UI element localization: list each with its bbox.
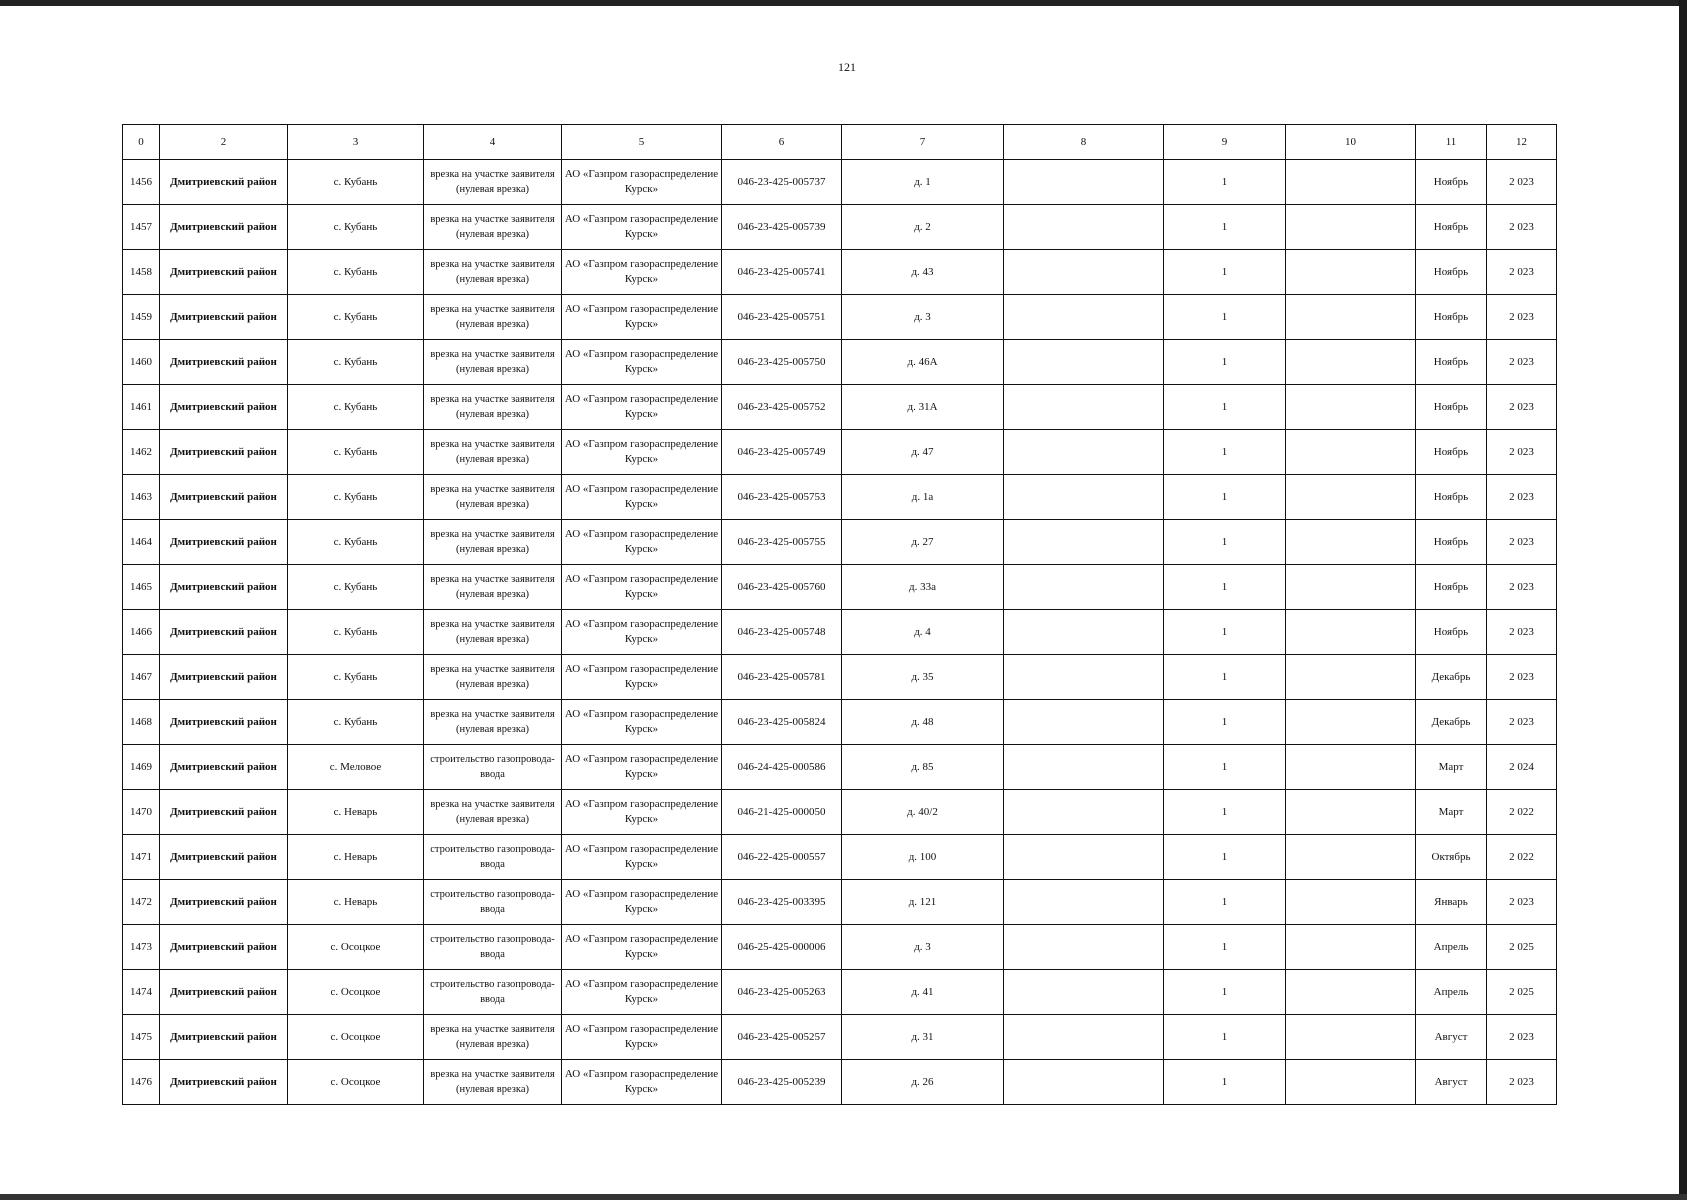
table-row	[123, 475, 1557, 520]
locality-cell: с. Неварь	[288, 790, 424, 835]
quantity-cell: 1	[1164, 385, 1286, 430]
work-type-cell: врезка на участке заявителя (нулевая врезка)	[424, 610, 562, 655]
contract-code-cell: 046-23-425-005753	[722, 475, 842, 520]
address-cell: д. 2	[842, 205, 1004, 250]
column-10-cell	[1286, 655, 1416, 700]
year-cell: 2 023	[1487, 700, 1557, 745]
month-cell: Ноябрь	[1416, 610, 1487, 655]
quantity-cell: 1	[1164, 295, 1286, 340]
table-row	[123, 745, 1557, 790]
year-cell: 2 023	[1487, 880, 1557, 925]
month-cell: Август	[1416, 1015, 1487, 1060]
organization-cell: АО «Газпром газораспределение Курск»	[562, 520, 722, 565]
table-row	[123, 610, 1557, 655]
contract-code-cell: 046-23-425-005752	[722, 385, 842, 430]
work-type-cell: строительство газопровода-ввода	[424, 745, 562, 790]
address-cell: д. 3	[842, 295, 1004, 340]
work-type-cell: строительство газопровода-ввода	[424, 970, 562, 1015]
page-number: 121	[838, 60, 856, 74]
contract-code-cell: 046-23-425-005751	[722, 295, 842, 340]
column-10-cell	[1286, 160, 1416, 205]
work-type-cell: врезка на участке заявителя (нулевая врезка)	[424, 520, 562, 565]
column-10-cell	[1286, 205, 1416, 250]
quantity-cell: 1	[1164, 835, 1286, 880]
locality-cell: с. Кубань	[288, 250, 424, 295]
address-cell: д. 1а	[842, 475, 1004, 520]
table-row	[123, 520, 1557, 565]
column-header: 12	[1487, 125, 1557, 160]
locality-cell: с. Осоцкое	[288, 1060, 424, 1105]
quantity-cell: 1	[1164, 520, 1286, 565]
row-number: 1469	[123, 745, 160, 790]
month-cell: Ноябрь	[1416, 340, 1487, 385]
row-number: 1464	[123, 520, 160, 565]
organization-cell: АО «Газпром газораспределение Курск»	[562, 250, 722, 295]
row-number: 1458	[123, 250, 160, 295]
month-cell: Апрель	[1416, 925, 1487, 970]
quantity-cell: 1	[1164, 970, 1286, 1015]
month-cell: Ноябрь	[1416, 160, 1487, 205]
locality-cell: с. Неварь	[288, 880, 424, 925]
column-8-cell	[1004, 1015, 1164, 1060]
table-row	[123, 880, 1557, 925]
locality-cell: с. Кубань	[288, 160, 424, 205]
column-8-cell	[1004, 970, 1164, 1015]
column-header: 5	[562, 125, 722, 160]
year-cell: 2 025	[1487, 970, 1557, 1015]
district-cell: Дмитриевский район	[160, 385, 288, 430]
year-cell: 2 023	[1487, 655, 1557, 700]
address-cell: д. 121	[842, 880, 1004, 925]
quantity-cell: 1	[1164, 880, 1286, 925]
column-10-cell	[1286, 835, 1416, 880]
month-cell: Ноябрь	[1416, 520, 1487, 565]
locality-cell: с. Кубань	[288, 655, 424, 700]
month-cell: Ноябрь	[1416, 295, 1487, 340]
contract-code-cell: 046-23-425-003395	[722, 880, 842, 925]
year-cell: 2 023	[1487, 160, 1557, 205]
locality-cell: с. Меловое	[288, 745, 424, 790]
locality-cell: с. Неварь	[288, 835, 424, 880]
district-cell: Дмитриевский район	[160, 295, 288, 340]
address-cell: д. 3	[842, 925, 1004, 970]
contract-code-cell: 046-23-425-005741	[722, 250, 842, 295]
locality-cell: с. Осоцкое	[288, 970, 424, 1015]
column-header: 2	[160, 125, 288, 160]
column-header: 8	[1004, 125, 1164, 160]
quantity-cell: 1	[1164, 430, 1286, 475]
header-row	[123, 125, 1557, 160]
district-cell: Дмитриевский район	[160, 340, 288, 385]
column-header: 3	[288, 125, 424, 160]
row-number: 1472	[123, 880, 160, 925]
district-cell: Дмитриевский район	[160, 970, 288, 1015]
work-type-cell: врезка на участке заявителя (нулевая врезка)	[424, 565, 562, 610]
year-cell: 2 023	[1487, 475, 1557, 520]
month-cell: Март	[1416, 790, 1487, 835]
table-row	[123, 205, 1557, 250]
year-cell: 2 023	[1487, 610, 1557, 655]
organization-cell: АО «Газпром газораспределение Курск»	[562, 835, 722, 880]
contract-code-cell: 046-23-425-005750	[722, 340, 842, 385]
year-cell: 2 024	[1487, 745, 1557, 790]
table-row	[123, 790, 1557, 835]
column-8-cell	[1004, 340, 1164, 385]
organization-cell: АО «Газпром газораспределение Курск»	[562, 970, 722, 1015]
month-cell: Декабрь	[1416, 655, 1487, 700]
row-number: 1466	[123, 610, 160, 655]
row-number: 1463	[123, 475, 160, 520]
table-row	[123, 250, 1557, 295]
year-cell: 2 022	[1487, 790, 1557, 835]
year-cell: 2 023	[1487, 250, 1557, 295]
column-8-cell	[1004, 655, 1164, 700]
organization-cell: АО «Газпром газораспределение Курск»	[562, 700, 722, 745]
column-8-cell	[1004, 475, 1164, 520]
work-type-cell: врезка на участке заявителя (нулевая врезка)	[424, 250, 562, 295]
quantity-cell: 1	[1164, 475, 1286, 520]
district-cell: Дмитриевский район	[160, 745, 288, 790]
locality-cell: с. Осоцкое	[288, 1015, 424, 1060]
column-10-cell	[1286, 1015, 1416, 1060]
work-type-cell: врезка на участке заявителя (нулевая врезка)	[424, 700, 562, 745]
column-header: 0	[123, 125, 160, 160]
contract-code-cell: 046-23-425-005749	[722, 430, 842, 475]
column-10-cell	[1286, 430, 1416, 475]
district-cell: Дмитриевский район	[160, 655, 288, 700]
column-header: 7	[842, 125, 1004, 160]
organization-cell: АО «Газпром газораспределение Курск»	[562, 475, 722, 520]
column-10-cell	[1286, 1060, 1416, 1105]
table-row	[123, 835, 1557, 880]
work-type-cell: врезка на участке заявителя (нулевая врезка)	[424, 160, 562, 205]
work-type-cell: врезка на участке заявителя (нулевая врезка)	[424, 295, 562, 340]
quantity-cell: 1	[1164, 205, 1286, 250]
locality-cell: с. Кубань	[288, 700, 424, 745]
organization-cell: АО «Газпром газораспределение Курск»	[562, 610, 722, 655]
row-number: 1460	[123, 340, 160, 385]
address-cell: д. 1	[842, 160, 1004, 205]
district-cell: Дмитриевский район	[160, 880, 288, 925]
contract-code-cell: 046-23-425-005760	[722, 565, 842, 610]
district-cell: Дмитриевский район	[160, 790, 288, 835]
locality-cell: с. Кубань	[288, 385, 424, 430]
locality-cell: с. Кубань	[288, 610, 424, 655]
contract-code-cell: 046-22-425-000557	[722, 835, 842, 880]
quantity-cell: 1	[1164, 610, 1286, 655]
row-number: 1470	[123, 790, 160, 835]
contract-code-cell: 046-23-425-005755	[722, 520, 842, 565]
column-10-cell	[1286, 565, 1416, 610]
column-header: 11	[1416, 125, 1487, 160]
column-8-cell	[1004, 160, 1164, 205]
year-cell: 2 025	[1487, 925, 1557, 970]
quantity-cell: 1	[1164, 925, 1286, 970]
quantity-cell: 1	[1164, 1060, 1286, 1105]
column-10-cell	[1286, 610, 1416, 655]
table-row	[123, 925, 1557, 970]
contract-code-cell: 046-23-425-005737	[722, 160, 842, 205]
column-8-cell	[1004, 790, 1164, 835]
year-cell: 2 023	[1487, 1015, 1557, 1060]
work-type-cell: врезка на участке заявителя (нулевая врезка)	[424, 1015, 562, 1060]
table-row	[123, 1015, 1557, 1060]
column-8-cell	[1004, 250, 1164, 295]
work-type-cell: врезка на участке заявителя (нулевая врезка)	[424, 340, 562, 385]
quantity-cell: 1	[1164, 340, 1286, 385]
year-cell: 2 023	[1487, 520, 1557, 565]
registry-table	[122, 124, 1557, 1105]
column-8-cell	[1004, 520, 1164, 565]
month-cell: Апрель	[1416, 970, 1487, 1015]
address-cell: д. 35	[842, 655, 1004, 700]
month-cell: Ноябрь	[1416, 430, 1487, 475]
column-10-cell	[1286, 250, 1416, 295]
column-8-cell	[1004, 925, 1164, 970]
month-cell: Март	[1416, 745, 1487, 790]
quantity-cell: 1	[1164, 745, 1286, 790]
organization-cell: АО «Газпром газораспределение Курск»	[562, 880, 722, 925]
row-number: 1467	[123, 655, 160, 700]
quantity-cell: 1	[1164, 160, 1286, 205]
organization-cell: АО «Газпром газораспределение Курск»	[562, 385, 722, 430]
contract-code-cell: 046-25-425-000006	[722, 925, 842, 970]
column-10-cell	[1286, 790, 1416, 835]
work-type-cell: врезка на участке заявителя (нулевая врезка)	[424, 430, 562, 475]
column-8-cell	[1004, 835, 1164, 880]
column-8-cell	[1004, 880, 1164, 925]
district-cell: Дмитриевский район	[160, 520, 288, 565]
district-cell: Дмитриевский район	[160, 1060, 288, 1105]
address-cell: д. 31	[842, 1015, 1004, 1060]
column-10-cell	[1286, 700, 1416, 745]
row-number: 1468	[123, 700, 160, 745]
column-8-cell	[1004, 745, 1164, 790]
locality-cell: с. Осоцкое	[288, 925, 424, 970]
organization-cell: АО «Газпром газораспределение Курск»	[562, 655, 722, 700]
address-cell: д. 48	[842, 700, 1004, 745]
column-10-cell	[1286, 970, 1416, 1015]
column-8-cell	[1004, 385, 1164, 430]
row-number: 1471	[123, 835, 160, 880]
address-cell: д. 47	[842, 430, 1004, 475]
organization-cell: АО «Газпром газораспределение Курск»	[562, 160, 722, 205]
column-8-cell	[1004, 565, 1164, 610]
work-type-cell: врезка на участке заявителя (нулевая врезка)	[424, 385, 562, 430]
table-row	[123, 655, 1557, 700]
year-cell: 2 023	[1487, 565, 1557, 610]
address-cell: д. 41	[842, 970, 1004, 1015]
organization-cell: АО «Газпром газораспределение Курск»	[562, 1060, 722, 1105]
month-cell: Ноябрь	[1416, 385, 1487, 430]
contract-code-cell: 046-23-425-005824	[722, 700, 842, 745]
year-cell: 2 022	[1487, 835, 1557, 880]
work-type-cell: врезка на участке заявителя (нулевая врезка)	[424, 790, 562, 835]
column-8-cell	[1004, 205, 1164, 250]
year-cell: 2 023	[1487, 295, 1557, 340]
district-cell: Дмитриевский район	[160, 700, 288, 745]
district-cell: Дмитриевский район	[160, 925, 288, 970]
quantity-cell: 1	[1164, 655, 1286, 700]
table-row	[123, 970, 1557, 1015]
column-8-cell	[1004, 1060, 1164, 1105]
contract-code-cell: 046-23-425-005748	[722, 610, 842, 655]
month-cell: Август	[1416, 1060, 1487, 1105]
district-cell: Дмитриевский район	[160, 205, 288, 250]
row-number: 1473	[123, 925, 160, 970]
month-cell: Декабрь	[1416, 700, 1487, 745]
organization-cell: АО «Газпром газораспределение Курск»	[562, 205, 722, 250]
contract-code-cell: 046-24-425-000586	[722, 745, 842, 790]
column-10-cell	[1286, 880, 1416, 925]
organization-cell: АО «Газпром газораспределение Курск»	[562, 565, 722, 610]
contract-code-cell: 046-23-425-005239	[722, 1060, 842, 1105]
table-row	[123, 430, 1557, 475]
table-row	[123, 160, 1557, 205]
address-cell: д. 100	[842, 835, 1004, 880]
locality-cell: с. Кубань	[288, 520, 424, 565]
work-type-cell: врезка на участке заявителя (нулевая врезка)	[424, 205, 562, 250]
address-cell: д. 43	[842, 250, 1004, 295]
address-cell: д. 31А	[842, 385, 1004, 430]
month-cell: Ноябрь	[1416, 250, 1487, 295]
quantity-cell: 1	[1164, 1015, 1286, 1060]
year-cell: 2 023	[1487, 385, 1557, 430]
work-type-cell: врезка на участке заявителя (нулевая врезка)	[424, 1060, 562, 1105]
year-cell: 2 023	[1487, 205, 1557, 250]
address-cell: д. 33а	[842, 565, 1004, 610]
row-number: 1459	[123, 295, 160, 340]
locality-cell: с. Кубань	[288, 295, 424, 340]
column-10-cell	[1286, 520, 1416, 565]
contract-code-cell: 046-23-425-005781	[722, 655, 842, 700]
work-type-cell: строительство газопровода-ввода	[424, 880, 562, 925]
row-number: 1474	[123, 970, 160, 1015]
scan-border-bottom	[0, 1194, 1687, 1200]
table-row	[123, 340, 1557, 385]
column-8-cell	[1004, 430, 1164, 475]
quantity-cell: 1	[1164, 700, 1286, 745]
locality-cell: с. Кубань	[288, 430, 424, 475]
organization-cell: АО «Газпром газораспределение Курск»	[562, 295, 722, 340]
work-type-cell: строительство газопровода-ввода	[424, 835, 562, 880]
address-cell: д. 40/2	[842, 790, 1004, 835]
column-header: 6	[722, 125, 842, 160]
scan-border-right	[1679, 0, 1687, 1200]
locality-cell: с. Кубань	[288, 340, 424, 385]
table-row	[123, 295, 1557, 340]
quantity-cell: 1	[1164, 565, 1286, 610]
column-header: 4	[424, 125, 562, 160]
district-cell: Дмитриевский район	[160, 250, 288, 295]
district-cell: Дмитриевский район	[160, 610, 288, 655]
contract-code-cell: 046-23-425-005739	[722, 205, 842, 250]
address-cell: д. 85	[842, 745, 1004, 790]
month-cell: Ноябрь	[1416, 475, 1487, 520]
locality-cell: с. Кубань	[288, 565, 424, 610]
month-cell: Октябрь	[1416, 835, 1487, 880]
row-number: 1465	[123, 565, 160, 610]
table-row	[123, 565, 1557, 610]
row-number: 1457	[123, 205, 160, 250]
district-cell: Дмитриевский район	[160, 430, 288, 475]
locality-cell: с. Кубань	[288, 205, 424, 250]
address-cell: д. 46А	[842, 340, 1004, 385]
month-cell: Ноябрь	[1416, 205, 1487, 250]
year-cell: 2 023	[1487, 1060, 1557, 1105]
work-type-cell: врезка на участке заявителя (нулевая врезка)	[424, 655, 562, 700]
column-10-cell	[1286, 385, 1416, 430]
scan-border-top	[0, 0, 1687, 6]
contract-code-cell: 046-21-425-000050	[722, 790, 842, 835]
organization-cell: АО «Газпром газораспределение Курск»	[562, 925, 722, 970]
organization-cell: АО «Газпром газораспределение Курск»	[562, 1015, 722, 1060]
quantity-cell: 1	[1164, 250, 1286, 295]
row-number: 1456	[123, 160, 160, 205]
column-10-cell	[1286, 745, 1416, 790]
district-cell: Дмитриевский район	[160, 475, 288, 520]
column-header: 9	[1164, 125, 1286, 160]
locality-cell: с. Кубань	[288, 475, 424, 520]
column-10-cell	[1286, 295, 1416, 340]
address-cell: д. 26	[842, 1060, 1004, 1105]
month-cell: Ноябрь	[1416, 565, 1487, 610]
district-cell: Дмитриевский район	[160, 1015, 288, 1060]
column-10-cell	[1286, 475, 1416, 520]
month-cell: Январь	[1416, 880, 1487, 925]
address-cell: д. 4	[842, 610, 1004, 655]
work-type-cell: строительство газопровода-ввода	[424, 925, 562, 970]
organization-cell: АО «Газпром газораспределение Курск»	[562, 790, 722, 835]
column-10-cell	[1286, 925, 1416, 970]
column-8-cell	[1004, 610, 1164, 655]
contract-code-cell: 046-23-425-005263	[722, 970, 842, 1015]
row-number: 1475	[123, 1015, 160, 1060]
column-8-cell	[1004, 295, 1164, 340]
row-number: 1461	[123, 385, 160, 430]
district-cell: Дмитриевский район	[160, 160, 288, 205]
year-cell: 2 023	[1487, 430, 1557, 475]
table-row	[123, 1060, 1557, 1105]
quantity-cell: 1	[1164, 790, 1286, 835]
organization-cell: АО «Газпром газораспределение Курск»	[562, 430, 722, 475]
organization-cell: АО «Газпром газораспределение Курск»	[562, 340, 722, 385]
row-number: 1476	[123, 1060, 160, 1105]
district-cell: Дмитриевский район	[160, 835, 288, 880]
address-cell: д. 27	[842, 520, 1004, 565]
contract-code-cell: 046-23-425-005257	[722, 1015, 842, 1060]
district-cell: Дмитриевский район	[160, 565, 288, 610]
work-type-cell: врезка на участке заявителя (нулевая врезка)	[424, 475, 562, 520]
table-row	[123, 385, 1557, 430]
row-number: 1462	[123, 430, 160, 475]
column-header: 10	[1286, 125, 1416, 160]
column-8-cell	[1004, 700, 1164, 745]
table-row	[123, 700, 1557, 745]
year-cell: 2 023	[1487, 340, 1557, 385]
column-10-cell	[1286, 340, 1416, 385]
organization-cell: АО «Газпром газораспределение Курск»	[562, 745, 722, 790]
